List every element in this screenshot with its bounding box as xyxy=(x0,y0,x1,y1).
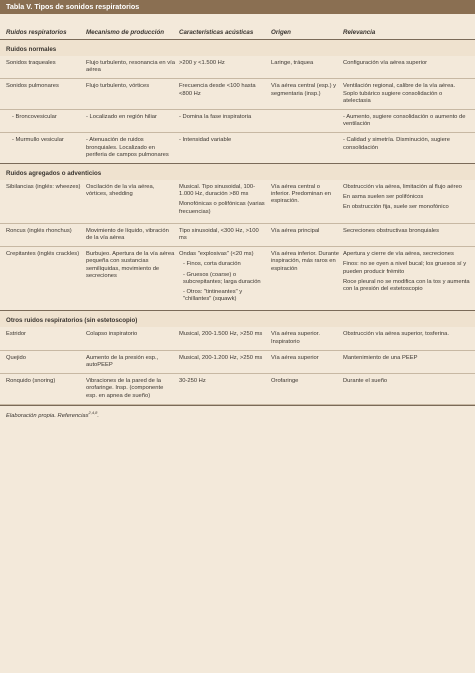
cell: Musical, 200-1.200 Hz, >250 ms xyxy=(179,354,263,361)
cell: Aumento de la presión esp., autoPEEP xyxy=(86,354,159,369)
cell: Secreciones obstructivas bronquiales xyxy=(343,227,440,234)
cell: Vibraciones de la pared de la orofaringe. Insp. (componente esp. en apnea de sueño) xyxy=(86,378,164,399)
header-ruidos: Ruidos respiratorios xyxy=(6,29,67,36)
cell: Movimiento de líquido, vibración de la vía aérea xyxy=(86,227,169,242)
cell: Musical, 200-1.500 Hz, >250 ms xyxy=(179,331,263,338)
cell xyxy=(271,114,343,128)
header-origen: Origen xyxy=(271,29,291,36)
cell-text: Monofónicas o polifónicas (varias frecuencias) xyxy=(179,201,265,215)
cell: - Murmullo vesicular xyxy=(12,137,64,144)
table-row xyxy=(0,79,475,110)
cell: Durante el sueño xyxy=(343,378,388,385)
cell: Sonidos traqueales xyxy=(6,60,56,66)
cell-text: En obstrucción fija, suele ser monofónico xyxy=(343,204,449,211)
header-caracteristicas: Características acústicas xyxy=(179,29,254,36)
cell xyxy=(271,137,343,159)
cell: Frecuencia desde <100 hasta <800 Hz xyxy=(179,83,256,97)
footer-text: Elaboración propia. Referencias xyxy=(6,412,89,419)
table-row xyxy=(0,180,475,224)
cell: Crepitantes (inglés crackles) xyxy=(6,251,80,258)
cell: Vía aérea superior. Inspiratorio xyxy=(271,331,320,345)
cell: 30-250 Hz xyxy=(179,378,206,385)
cell-text: Musical. Tipo sinusoidal, 100-1.000 Hz, duración >80 ms xyxy=(179,184,256,198)
cell: - Intensidad variable xyxy=(179,137,232,144)
cell xyxy=(179,251,271,306)
table-row xyxy=(0,374,475,405)
cell: Vía aérea superior xyxy=(271,354,319,361)
cell-text: Finos: no se oyen a nivel bucal; los gruesos sí y pueden producir frémito xyxy=(343,261,467,275)
cell: Orofaringe xyxy=(271,378,299,385)
cell-text: - Finos, corta duración xyxy=(183,261,241,268)
cell: Burbujeo. Apertura de la vía aérea pequeña con sustancias semilíquidas, movimiento de secreciones xyxy=(86,251,175,279)
cell: Sonidos pulmonares xyxy=(6,83,59,90)
cell: - Broncovesicular xyxy=(12,114,57,121)
cell: Ronquido (snoring) xyxy=(6,378,56,385)
cell-text: Roce pleural no se modifica con la tos y aumenta con la presión del estetoscopio xyxy=(343,278,470,293)
cell: Flujo turbulento, vórtices xyxy=(86,83,150,90)
cell xyxy=(0,184,86,219)
header-mecanismo: Mecanismo de producción xyxy=(86,29,165,36)
cell: >200 y <1.500 Hz xyxy=(179,60,225,66)
cell: - Atenuación de ruidos bronquiales. Localizado en periferia de campos pulmonares xyxy=(86,137,169,158)
cell-text: Sibilancias (inglés: wheezes) xyxy=(6,184,81,191)
cell: Flujo turbulento, resonancia en vía aérea xyxy=(86,60,175,74)
cell-text: Ondas "explosivas" (<20 ms) xyxy=(179,251,254,258)
cell: Vía aérea central o inferior. Predominan en espiración. xyxy=(271,184,331,205)
cell-text: Obstrucción vía aérea, limitación al flujo aéreo xyxy=(343,184,462,191)
section-otros: Otros ruidos respiratorios (sin estetoscopio) xyxy=(0,311,475,327)
cell: - Aumento, sugiere consolidación o aumento de ventilación xyxy=(343,114,466,128)
cell xyxy=(343,251,475,306)
table-row xyxy=(0,110,475,133)
table-row xyxy=(0,56,475,79)
cell-text: Apertura y cierre de vía aérea, secreciones xyxy=(343,251,454,258)
footer-refs: 2,4,8 xyxy=(88,409,98,415)
table-header xyxy=(0,14,475,40)
cell-text: - Gruesos (coarse) o subcrepitantes; larga duración xyxy=(183,271,261,285)
cell: Roncus (inglés rhonchus) xyxy=(6,227,72,234)
table-row xyxy=(0,351,475,374)
cell xyxy=(343,184,475,219)
section-normales: Ruidos normales xyxy=(0,40,475,56)
cell: - Domina la fase inspiratoria xyxy=(179,114,252,121)
cell: Vía aérea central (esp.) y segmentaria (insp.) xyxy=(271,83,337,97)
cell: Mantenimiento de una PEEP xyxy=(343,354,418,361)
table-footer: Elaboración propia. Referencias$^{2,4,8}$. xyxy=(0,405,475,423)
table-row xyxy=(0,247,475,311)
cell: Oscilación de la vía aérea, vórtices, shedding xyxy=(86,184,155,198)
cell: - Localizado en región hiliar xyxy=(86,114,157,121)
cell-text: - Otros: "tintineantes" y "chillantes" (squawk) xyxy=(183,289,243,303)
section-adventicios: Ruidos agregados o adventicios xyxy=(0,164,475,180)
cell: Vía aérea principal xyxy=(271,227,320,234)
cell-text: En asma suelen ser polifónicos xyxy=(343,194,424,201)
table-title: Tabla V. Tipos de sonidos respiratorios xyxy=(0,0,475,14)
cell: Tipo sinusoidal, <300 Hz, >100 ms xyxy=(179,227,259,242)
cell: Ventilación regional, calibre de la vía aérea. Soplo tubárico sugiere consolidación o atelectasia xyxy=(343,83,456,104)
table-row xyxy=(0,224,475,247)
table-row xyxy=(0,327,475,350)
header-relevancia: Relevancia xyxy=(343,29,376,36)
cell: Vía aérea inferior. Durante inspiración, más raros en espiración xyxy=(271,251,339,272)
cell: Configuración vía aérea superior xyxy=(343,60,428,66)
cell: Obstrucción vía aérea superior, tosferina. xyxy=(343,331,450,338)
cell: Estridor xyxy=(6,331,26,338)
cell xyxy=(179,184,271,219)
cell: - Calidad y simetría. Disminución, sugiere consolidación xyxy=(343,137,450,151)
cell: Colapso inspiratorio xyxy=(86,331,138,338)
table-row xyxy=(0,133,475,164)
cell: Laringe, tráquea xyxy=(271,60,314,66)
cell: Quejido xyxy=(6,354,26,361)
